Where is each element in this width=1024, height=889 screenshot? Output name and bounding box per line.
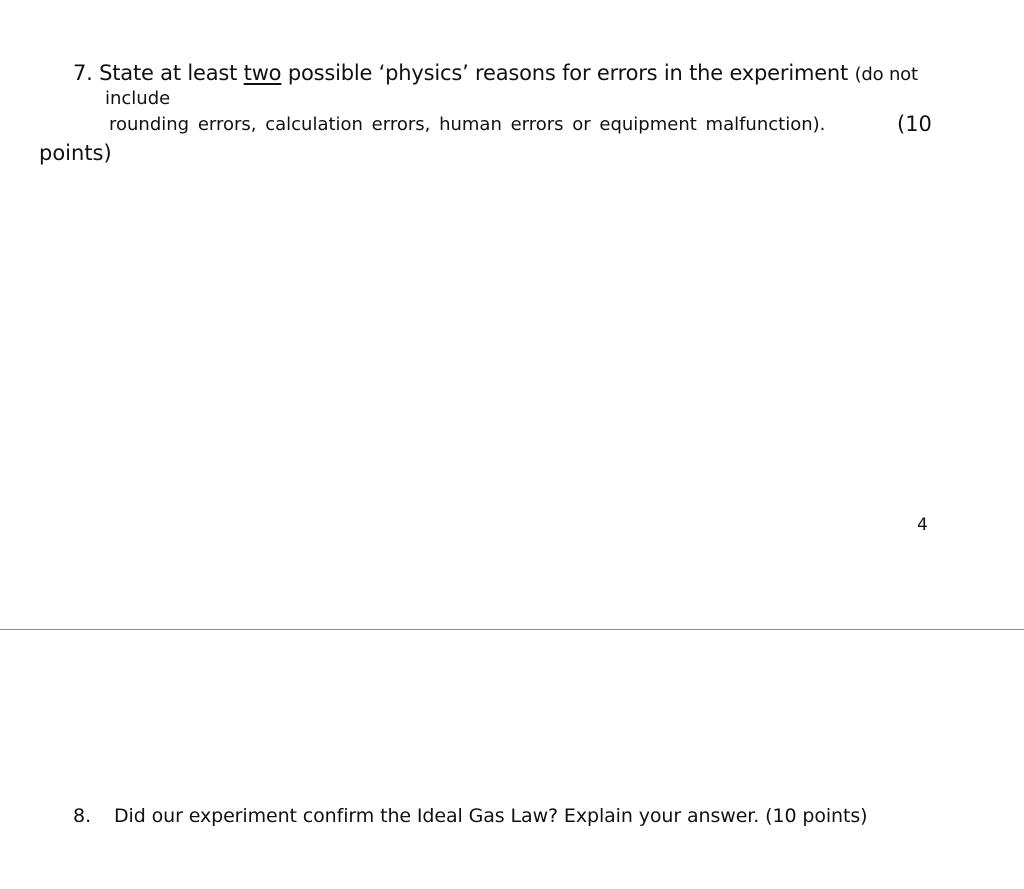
question-7-points-close: points): [39, 141, 112, 165]
question-7-text-after: possible ‘physics’ reasons for errors in the experiment: [287, 61, 849, 85]
question-7-prompt: [73, 61, 918, 85]
question-7-emphasis: two: [243, 61, 282, 85]
question-7-text-before: State at least: [99, 61, 238, 85]
question-7-line-2: include: [105, 88, 171, 109]
question-7-aside: (do not: [854, 64, 918, 85]
question-7-points-open: (10: [897, 112, 932, 136]
question-8-prompt: Did our experiment confirm the Ideal Gas Law? Explain your answer. (10 points): [114, 805, 868, 827]
question-7-number: 7.: [73, 61, 93, 85]
question-8-number: 8.: [73, 805, 92, 827]
page-number: 4: [917, 515, 928, 535]
page-divider: [0, 629, 1024, 630]
question-7-line-3: rounding errors, calculation errors, human errors or equipment malfunction).: [109, 114, 826, 135]
